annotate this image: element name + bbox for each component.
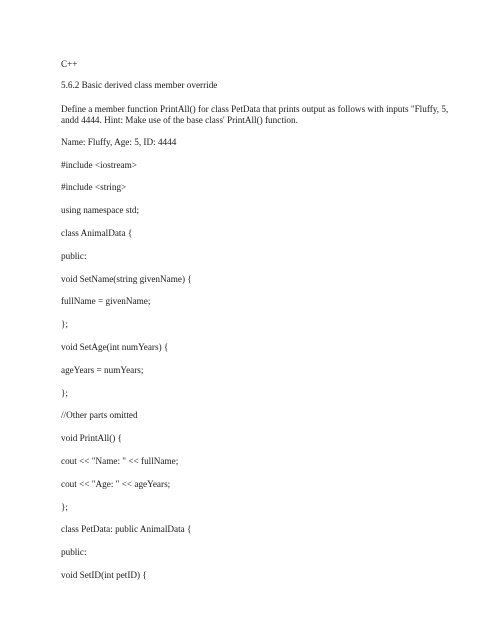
section-title: 5.6.2 Basic derived class member override xyxy=(61,80,218,90)
code-line: class PetData: public AnimalData { xyxy=(61,524,192,534)
language-label: C++ xyxy=(61,59,78,69)
code-line: void SetName(string givenName) { xyxy=(61,274,192,284)
code-line: class AnimalData { xyxy=(61,228,133,238)
code-line: using namespace std; xyxy=(61,205,140,215)
code-line: void SetID(int petID) { xyxy=(61,570,147,580)
code-line: cout << "Age: " << ageYears; xyxy=(61,479,171,489)
code-line: ageYears = numYears; xyxy=(61,365,144,375)
code-line: //Other parts omitted xyxy=(61,410,138,420)
code-line: #include <iostream> xyxy=(61,160,137,170)
code-line: }; xyxy=(61,388,68,398)
instructions-paragraph: Define a member function PrintAll() for class PetData that prints output as follows with inputs "Fluffy, 5, andd 4444. Hint: Make use of the base class' PrintAll() function. xyxy=(61,104,449,125)
code-line: cout << "Name: " << fullName; xyxy=(61,456,179,466)
code-line: fullName = givenName; xyxy=(61,296,151,306)
code-line: public: xyxy=(61,547,87,557)
code-line: void SetAge(int numYears) { xyxy=(61,342,169,352)
code-line: #include <string> xyxy=(61,182,127,192)
code-line: void PrintAll() { xyxy=(61,433,123,443)
code-line: public: xyxy=(61,251,87,261)
expected-output: Name: Fluffy, Age: 5, ID: 4444 xyxy=(61,137,177,147)
code-line: }; xyxy=(61,502,68,512)
code-line: }; xyxy=(61,319,68,329)
